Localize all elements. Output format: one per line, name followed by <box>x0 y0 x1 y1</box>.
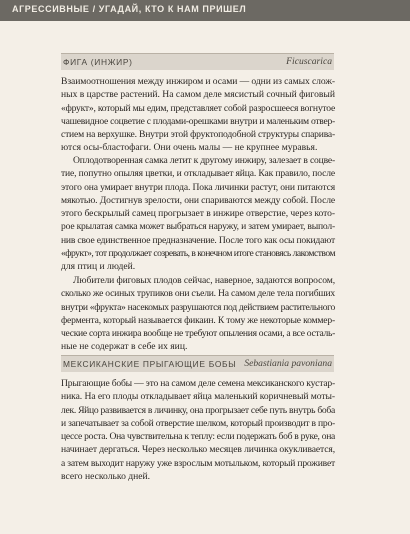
section-heading-jumping-beans <box>61 355 334 372</box>
running-header-title: АГРЕССИВНЫЕ / УГАДАЙ, КТО К НАМ ПРИШЕЛ <box>12 4 247 14</box>
section-heading-fig <box>61 53 334 70</box>
running-header <box>0 0 410 21</box>
section-latin-name: Ficuscarica <box>286 56 332 67</box>
section-latin-name: Sebastiania pavoniana <box>244 358 332 369</box>
section-title: МЕКСИКАНСКИЕ ПРЫГАЮЩИЕ БОБЫ <box>63 359 237 369</box>
paragraph-beans-1: Прыгающие бобы — это на самом деле семена мексиканского кустар- ника. На его плоды откладывает яйца маленький коричневый моты- лек. Яйцо развивается в личинку, она прогрызает себе путь внутрь боба и запечатывает за собой отверстие шелком, который производит в про- цессе роста. Она чувствительна к теплу: если подержать боб в руке, она начинает дергаться. Через несколько месяцев личинка окукливается, а затем выходит наружу уже взрослым мотыльком, который проживет всего несколько дней. <box>61 378 335 483</box>
paragraph-fig-2: Оплодотворенная самка летит к другому инжиру, залезает в соцве- тие, попутно опыляя цветки, и откладывает яйца. Как правило, после этого она умирает внутри плода. Пока личинки растут, они питаются мякотью. Достигнув зрелости, они спариваются между собой. После этого бескрылый самец прогрызает в инжире отверстие, через кото- рое крылатая самка может выбраться наружу, и затем умирает, выпол- нив свое единственное предназначение. После того как осы покидают «фрукт», тот продолжает созревать, в конечном итоге становясь лакомством для птиц и людей. <box>61 155 335 273</box>
paragraph-fig-3: Любители фиговых плодов сейчас, наверное, задаются вопросом, сколько же осиных трупиков они съели. На самом деле тела погибших внутри «фрукта» насекомых разрушаются под действием растительного фермента, который называется фикаин. К тому же некоторые коммер- ческие сорта инжира вообще не требуют опыления осами, а все осталь- ные не содержат в себе их яиц. <box>61 275 335 353</box>
paragraph-fig-1: Взаимоотношения между инжиром и осами — одни из самых слож- ных в царстве растений. На самом деле мясистый сочный фиговый «фрукт», который мы едим, представляет собой разросшееся вогнутое чашевидное соцветие с плодами-орешками внутри и маленьким отвер- стием на верхушке. Внутри этой фруктоподобной структуры спарива- ются осы-бластофаги. Они очень малы — не крупнее муравья. <box>61 76 335 154</box>
section-title: ФИГА (ИНЖИР) <box>63 57 133 67</box>
